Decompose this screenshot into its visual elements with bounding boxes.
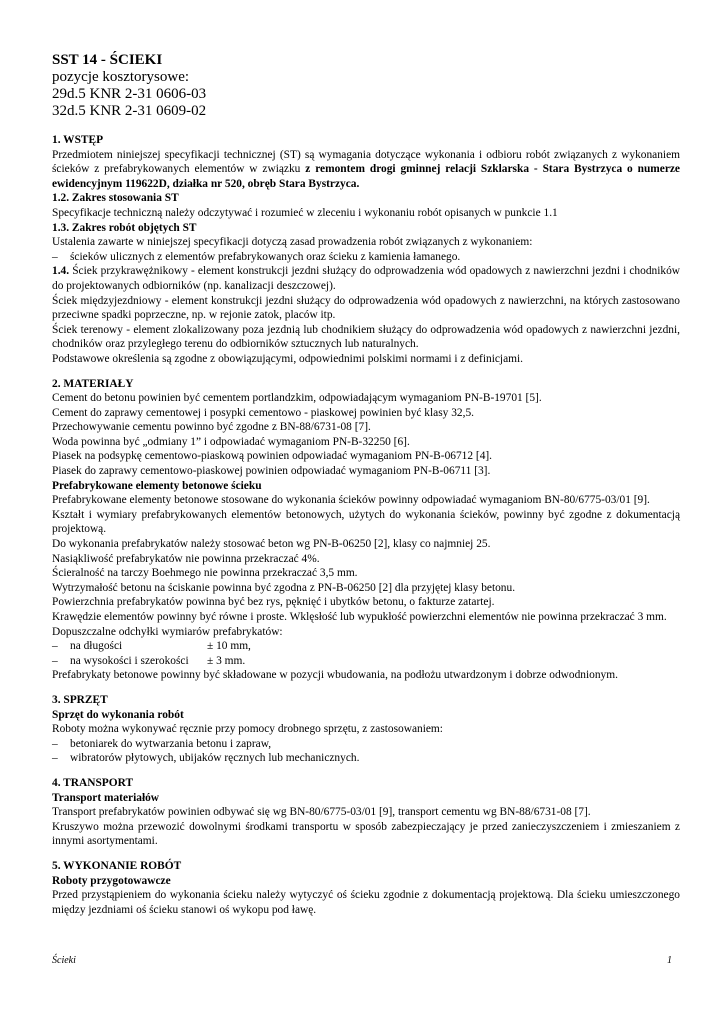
section-5 <box>52 859 680 917</box>
footer-title: Ścieki <box>52 955 76 966</box>
definition-paragraph: Ściek międzyjezdniowy - element konstrukcji jezdni służący do odprowadzenia wód opadowych z nawierzchni, na których zastosowano przeciwne spadki poprzeczne, np. w rejonie zatok, placów itp. <box>52 294 680 322</box>
section-1-intro: Przedmiotem niniejszej specyfikacji technicznej (ST) są wymagania dotyczące wykonania i odbioru robót związanych z wykonaniem ścieków z prefabrykowanych elementów w związku z remontem drogi gminnej relacji Szklarska - Stara Bystrzyca o numerze ewidencyjnym 119622D, działka nr 520, obręb Stara Bystrzyca. <box>52 148 680 190</box>
section-3 <box>52 693 680 766</box>
cost-item-1: 29d.5 KNR 2-31 0606-03 <box>52 86 207 102</box>
text-line: Kruszywo można przewozić dowolnymi środkami transportu w sposób zabezpieczający je przed zanieczyszczeniem i zmieszaniem z innymi asortymentami. <box>52 820 680 848</box>
section-4-heading: 4. TRANSPORT <box>52 776 134 789</box>
section-4-subheading: Transport materiałów <box>52 791 160 804</box>
text-line: Cement do betonu powinien być cementem portlandzkim, odpowiadającym wymaganiom PN-B-19701 [5]. <box>52 392 542 405</box>
section-2-subheading: Prefabrykowane elementy betonowe ścieku <box>52 479 262 492</box>
page-footer <box>52 955 672 966</box>
section-3-subheading: Sprzęt do wykonania robót <box>52 708 184 721</box>
text-line: Krawędzie elementów powinny być równe i proste. Wklęsłość lub wypukłość powierzchni elementów nie powinna przekraczać 3 mm. <box>52 611 667 623</box>
text-line: Prefabrykaty betonowe powinny być składowane w pozycji wbudowania, na podłożu utwardzonym i dobrze odwodnionym. <box>52 669 618 682</box>
list-item: – ścieków ulicznych z elementów prefabrykowanych oraz ścieku z kamienia łamanego. <box>52 250 461 263</box>
section-2-heading: 2. MATERIAŁY <box>52 377 134 390</box>
section-2 <box>52 377 680 683</box>
text-line: Prefabrykowane elementy betonowe stosowane do wykonania ścieków powinny odpowiadać wymaganiom BN-80/6775-03/01 [9]. <box>52 494 650 507</box>
section-5-subheading: Roboty przygotowawcze <box>52 874 171 887</box>
section-4 <box>52 776 680 849</box>
section-1-3-text: Ustalenia zawarte w niniejszej specyfikacji dotyczą zasad prowadzenia robót związanych z wykonaniem: <box>52 236 533 249</box>
tolerance-item: – na wysokości i szerokości ± 3 mm. <box>52 654 246 667</box>
document-title: SST 14 - ŚCIEKI <box>52 52 163 68</box>
definition-paragraph: Podstawowe określenia są zgodne z obowiązującymi, odpowiednimi polskimi normami i z definicjami. <box>52 352 524 365</box>
text-line: Wytrzymałość betonu na ściskanie powinna być zgodna z PN-B-06250 [2] dla przyjętej klasy betonu. <box>52 581 516 594</box>
text-line: Woda powinna być „odmiany 1” i odpowiadać wymaganiom PN-B-32250 [6]. <box>52 435 410 448</box>
text-line: Do wykonania prefabrykatów należy stosować beton wg PN-B-06250 [2], klasy co najmniej 25. <box>52 538 491 551</box>
text-line: Piasek do zaprawy cementowo-piaskowej powinien odpowiadać wymaganiom PN-B-06711 [3]. <box>52 465 491 478</box>
cost-item-2: 32d.5 KNR 2-31 0609-02 <box>52 103 207 119</box>
text-line: Dopuszczalne odchyłki wymiarów prefabrykatów: <box>52 625 283 638</box>
list-item: – wibratorów płytowych, ubijaków ręcznych lub mechanicznych. <box>52 752 360 765</box>
section-1-3-heading: 1.3. Zakres robót objętych ST <box>52 221 197 234</box>
section-1-heading: 1. WSTĘP <box>52 134 104 146</box>
tolerance-item: – na długości ± 10 mm, <box>52 640 251 653</box>
text-line: Cement do zaprawy cementowej i posypki cementowo - piaskowej powinien być klasy 32,5. <box>52 406 474 419</box>
definition-paragraph: Ściek terenowy - element zlokalizowany poza jezdnią lub chodnikiem służący do odprowadzenia wód opadowych z nawierzchni jezdni, chodników oraz przyległego terenu do odbiorników sztucznych lub naturalnych. <box>52 323 680 351</box>
section-3-heading: 3. SPRZĘT <box>52 693 108 706</box>
section-1-4-text: 1.4. Ściek przykrawężnikowy - element konstrukcji jezdni służący do odprowadzenia wód opadowych z nawierzchni jezdni i chodników do projektowanych odbiorników (np. kanalizacji deszczowej). <box>52 265 680 292</box>
text-line: Roboty można wykonywać ręcznie przy pomocy drobnego sprzętu, z zastosowaniem: <box>52 723 443 736</box>
document-header <box>52 52 680 120</box>
text-line: Ścieralność na tarczy Boehmego nie powinna przekraczać 3,5 mm. <box>52 567 358 580</box>
text-line: Transport prefabrykatów powinien odbywać się wg BN-80/6775-03/01 [9], transport cementu wg BN-88/6731-08 [7]. <box>52 806 591 819</box>
text-line: Przechowywanie cementu powinno być zgodne z BN-88/6731-08 [7]. <box>52 421 371 434</box>
section-1-2-text: Specyfikacje techniczną należy odczytywać i rozumieć w zleceniu i wykonaniu robót opisanych w punkcie 1.1 <box>52 206 558 219</box>
page-number: 1 <box>667 955 672 966</box>
text-line: Nasiąkliwość prefabrykatów nie powinna przekraczać 4%. <box>52 552 320 565</box>
text-line: Kształt i wymiary prefabrykowanych elementów betonowych, użytych do wykonania ścieków, powinny być zgodne z dokumentacją projektową. <box>52 508 680 536</box>
text-line: Piasek na podsypkę cementowo-piaskową powinien odpowiadać wymaganiom PN-B-06712 [4]. <box>52 450 493 463</box>
list-item: – betoniarek do wytwarzania betonu i zapraw, <box>52 737 272 750</box>
text-line: Powierzchnia prefabrykatów powinna być bez rys, pęknięć i ubytków betonu, o fakturze zatartej. <box>52 596 495 609</box>
cost-items-label: pozycje kosztorysowe: <box>52 69 190 85</box>
text-line: Przed przystąpieniem do wykonania ścieku należy wytyczyć oś ścieku zgodnie z dokumentacją projektową. Dla ścieku umieszczonego między jezdniami oś ścieku stanowi oś wykopu pod ławę. <box>52 889 680 916</box>
document-page <box>52 52 680 917</box>
section-1-2-heading: 1.2. Zakres stosowania ST <box>52 192 179 205</box>
section-1 <box>52 133 680 367</box>
section-5-heading: 5. WYKONANIE ROBÓT <box>52 859 182 872</box>
